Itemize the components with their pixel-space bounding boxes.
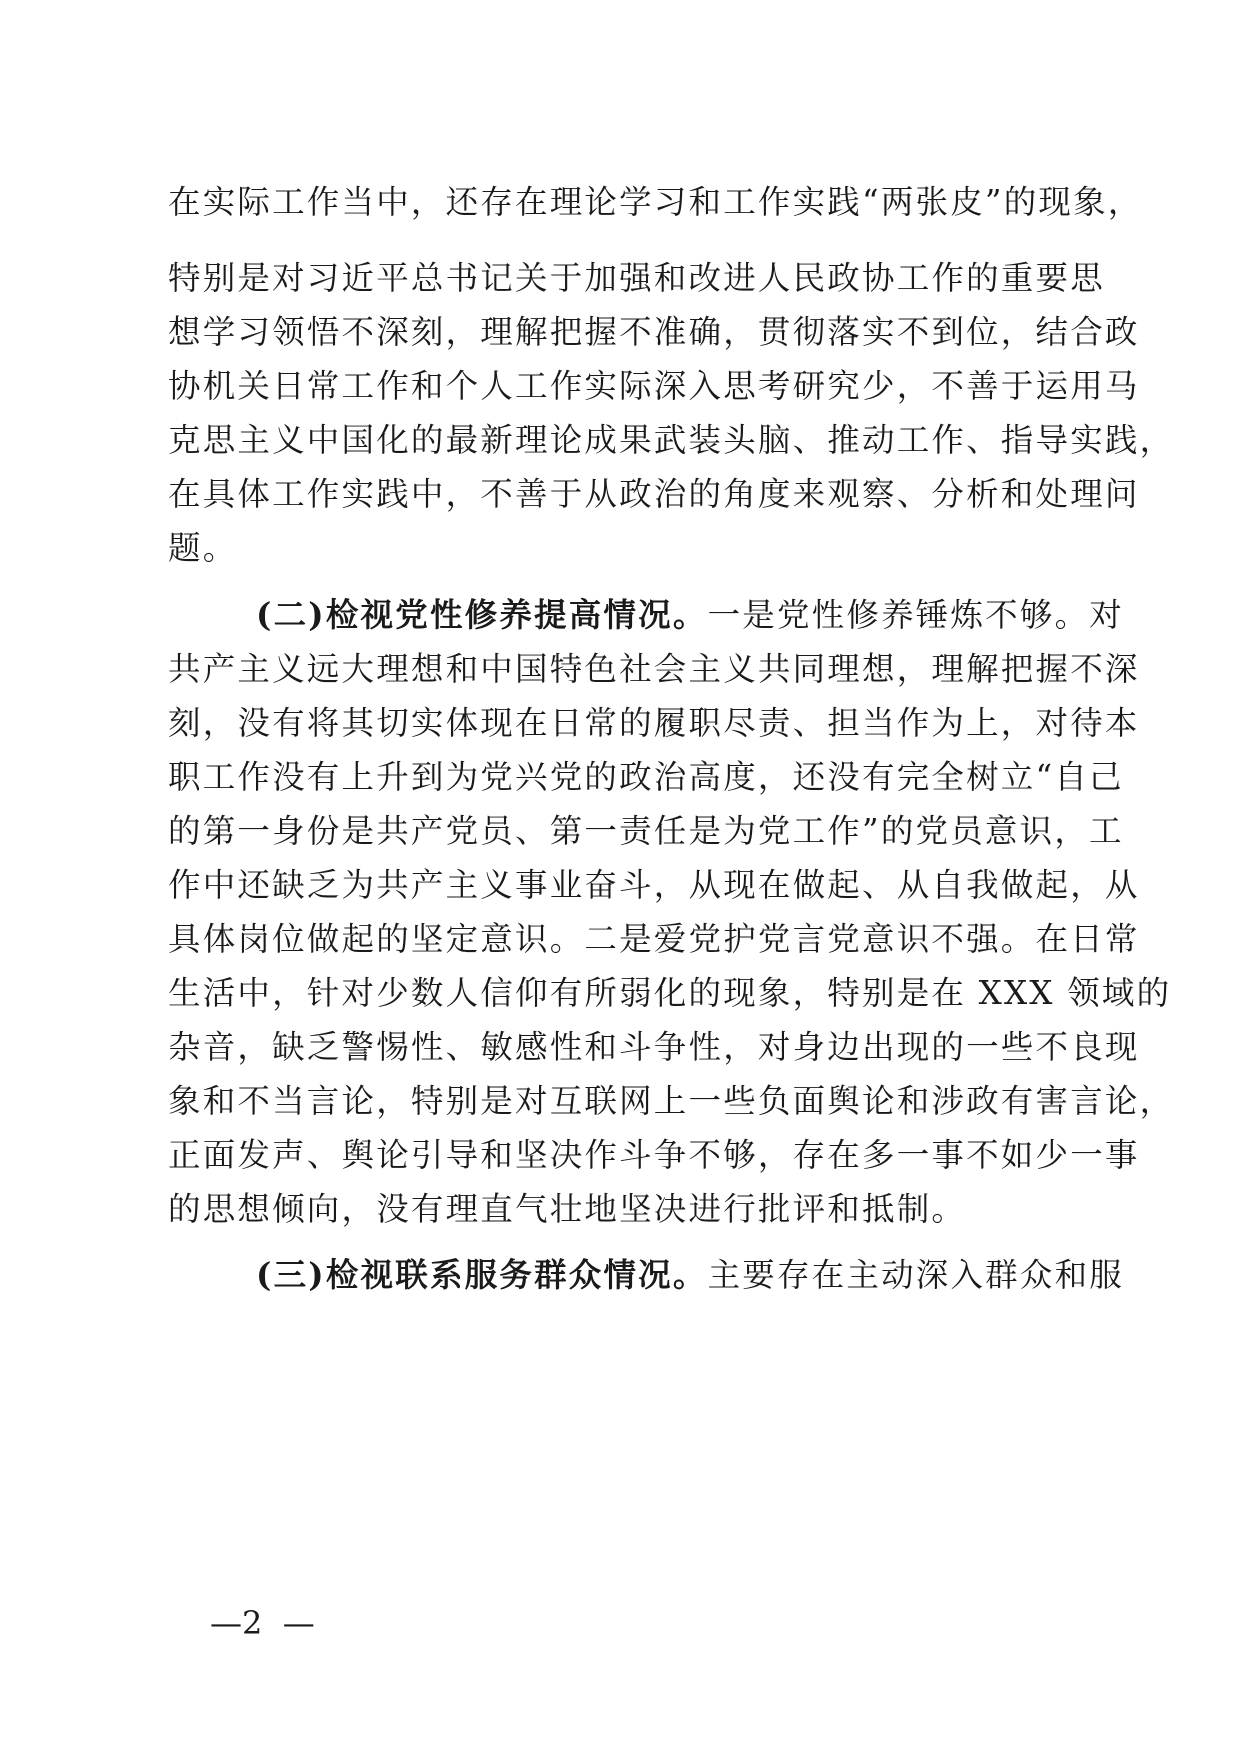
text-line: 生活中，针对少数人信仰有所弱化的现象，特别是在 XXX 领域的 — [168, 974, 1172, 1012]
section-heading: (三)检视联系服务群众情况。 — [256, 1255, 708, 1294]
text-line: 刻，没有将其切实体现在日常的履职尽责、担当作为上，对待本 — [168, 704, 1140, 742]
section-heading-line — [256, 586, 1124, 644]
text-line: 杂音，缺乏警惕性、敏感性和斗争性，对身边出现的一些不良现 — [168, 1028, 1140, 1066]
text-run: 主要存在主动深入群众和服 — [707, 1256, 1124, 1294]
text-line: 具体岗位做起的坚定意识。二是爱党护党言党意识不强。在日常 — [168, 920, 1140, 958]
text-line: 共产主义远大理想和中国特色社会主义共同理想，理解把握不深 — [168, 650, 1140, 688]
page-number: —2 — — [210, 1604, 315, 1642]
text-line: 特别是对习近平总书记关于加强和改进人民政协工作的重要思 — [168, 259, 1105, 297]
text-line: 克思主义中国化的最新理论成果武装头脑、推动工作、指导实践， — [168, 421, 1175, 459]
text-line: 在实际工作当中，还存在理论学习和工作实践“两张皮”的现象， — [168, 183, 1143, 221]
text-run: 一是党性修养锤炼不够。对 — [707, 596, 1124, 634]
section-heading: (二)检视党性修养提高情况。 — [256, 595, 708, 634]
text-line: 想学习领悟不深刻，理解把握不准确，贯彻落实不到位，结合政 — [168, 313, 1140, 351]
text-line: 在具体工作实践中，不善于从政治的角度来观察、分析和处理问 — [168, 475, 1140, 513]
text-line: 的思想倾向，没有理直气壮地坚决进行批评和抵制。 — [168, 1190, 967, 1228]
text-line: 职工作没有上升到为党兴党的政治高度，还没有完全树立“自己 — [168, 758, 1124, 796]
text-line: 题。 — [168, 529, 238, 567]
text-line: 协机关日常工作和个人工作实际深入思考研究少，不善于运用马 — [168, 367, 1140, 405]
text-line: 的第一身份是共产党员、第一责任是为党工作”的党员意识，工 — [168, 812, 1124, 850]
section-heading-line — [256, 1246, 1124, 1304]
text-line: 正面发声、舆论引导和坚决作斗争不够，存在多一事不如少一事 — [168, 1136, 1140, 1174]
text-line: 作中还缺乏为共产主义事业奋斗，从现在做起、从自我做起，从 — [168, 866, 1140, 904]
text-line: 象和不当言论，特别是对互联网上一些负面舆论和涉政有害言论， — [168, 1082, 1175, 1120]
